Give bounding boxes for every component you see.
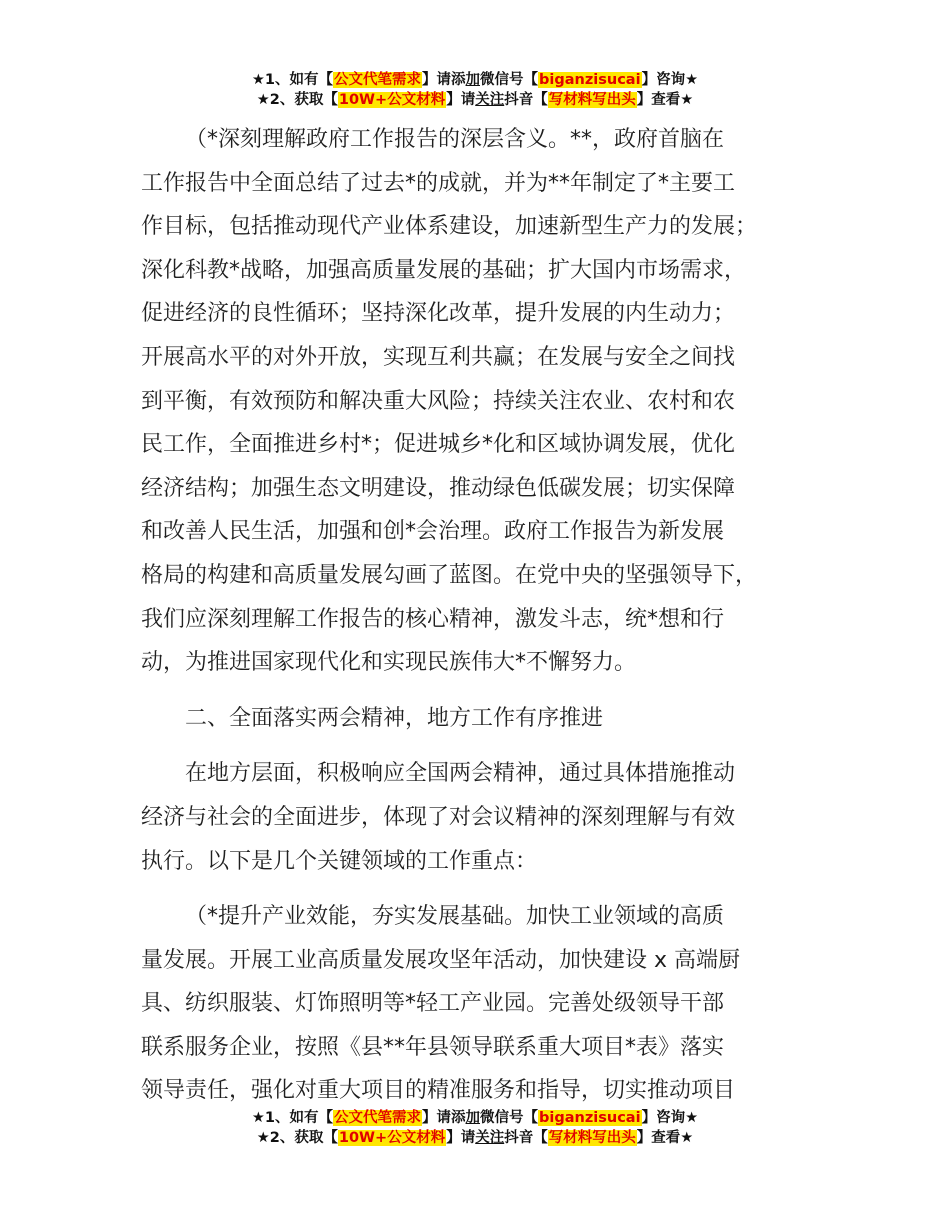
text-line: 联系服务企业，按照《县**年县领导联系重大项目*表》落实 bbox=[141, 1034, 725, 1060]
text-line: 在地方层面，积极响应全国两会精神，通过具体措施推动 bbox=[185, 761, 736, 787]
text-line: 执行。以下是几个关键领域的工作重点： bbox=[141, 848, 538, 874]
header-banner bbox=[0, 70, 950, 110]
header-banner-line-2 bbox=[0, 90, 950, 110]
section-heading-2 bbox=[141, 697, 821, 741]
text-line: 民工作，全面推进乡村*；促进城乡*化和区域协调发展，优化 bbox=[141, 432, 736, 458]
banner-highlight-wechat-id: biganzisucai bbox=[539, 1110, 641, 1126]
banner-highlight: 写材料写出头 bbox=[548, 1130, 636, 1146]
text-line: 深化科教*战略，加强高质量发展的基础；扩大国内市场需求， bbox=[141, 257, 747, 283]
footer-banner bbox=[0, 1108, 950, 1148]
text-line: 具、纺织服装、灯饰照明等*轻工产业园。完善处级领导干部 bbox=[141, 991, 725, 1017]
banner-underlined: 加 bbox=[465, 72, 481, 88]
banner-highlight: 公文代笔需求 bbox=[334, 72, 422, 88]
banner-text: ★1、如有【 bbox=[251, 1110, 334, 1126]
banner-underlined: 关注 bbox=[475, 1130, 505, 1146]
banner-text: 】咨询★ bbox=[641, 72, 699, 88]
text-line: 领导责任，强化对重大项目的精准服务和指导，切实推动项目 bbox=[141, 1078, 736, 1104]
banner-text: 微信号【 bbox=[480, 1110, 539, 1126]
banner-text: 抖音【 bbox=[504, 92, 548, 108]
paragraph-3 bbox=[141, 895, 821, 1113]
banner-highlight: 公文代笔需求 bbox=[334, 1110, 422, 1126]
banner-text: 】请 bbox=[446, 92, 476, 108]
banner-text: 】请 bbox=[446, 1130, 476, 1146]
text-line: 促进经济的良性循环；坚持深化改革，提升发展的内生动力； bbox=[141, 301, 736, 327]
banner-text: ★1、如有【 bbox=[251, 72, 334, 88]
banner-highlight: 写材料写出头 bbox=[548, 92, 636, 108]
text-line: 我们应深刻理解工作报告的核心精神，激发斗志，统*想和行 bbox=[141, 606, 725, 632]
banner-underlined: 加 bbox=[465, 1110, 481, 1126]
text-line: 量发展。开展工业高质量发展攻坚年活动，加快建设 x 高端厨 bbox=[141, 947, 741, 973]
heading-text: 二、全面落实两会精神，地方工作有序推进 bbox=[185, 705, 604, 731]
banner-text: 】查看★ bbox=[636, 92, 694, 108]
header-banner-line-1 bbox=[0, 70, 950, 90]
text-line: 和改善人民生活，加强和创*会治理。政府工作报告为新发展 bbox=[141, 519, 725, 545]
text-line: 到平衡，有效预防和解决重大风险；持续关注农业、农村和农 bbox=[141, 388, 736, 414]
banner-highlight: 10W+公文材料 bbox=[338, 1130, 446, 1146]
footer-banner-line-1 bbox=[0, 1108, 950, 1128]
banner-text: 】请添 bbox=[422, 72, 466, 88]
text-line: 格局的构建和高质量发展勾画了蓝图。在党中央的坚强领导下， bbox=[141, 562, 758, 588]
paragraph-2 bbox=[141, 752, 821, 883]
banner-text: 抖音【 bbox=[504, 1130, 548, 1146]
banner-text: ★2、获取【 bbox=[256, 1130, 338, 1146]
banner-text: 】请添 bbox=[422, 1110, 466, 1126]
text-line: （*提升产业效能，夯实发展基础。加快工业领域的高质 bbox=[185, 904, 725, 930]
text-line: 作目标，包括推动现代产业体系建设，加速新型生产力的发展； bbox=[141, 214, 758, 240]
banner-text: 】咨询★ bbox=[641, 1110, 699, 1126]
footer-banner-line-2 bbox=[0, 1128, 950, 1148]
text-line: 经济结构；加强生态文明建设，推动绿色低碳发展；切实保障 bbox=[141, 475, 736, 501]
banner-highlight-wechat-id: biganzisucai bbox=[539, 72, 641, 88]
document-body bbox=[141, 118, 821, 1113]
banner-text: 微信号【 bbox=[480, 72, 539, 88]
banner-text: ★2、获取【 bbox=[256, 92, 338, 108]
text-line: 经济与社会的全面进步，体现了对会议精神的深刻理解与有效 bbox=[141, 804, 736, 830]
paragraph-1 bbox=[141, 118, 821, 685]
banner-underlined: 关注 bbox=[475, 92, 505, 108]
banner-text: 】查看★ bbox=[636, 1130, 694, 1146]
banner-highlight: 10W+公文材料 bbox=[338, 92, 446, 108]
text-line: 工作报告中全面总结了过去*的成就，并为**年制定了*主要工 bbox=[141, 170, 736, 196]
text-line: 动，为推进国家现代化和实现民族伟大*不懈努力。 bbox=[141, 650, 637, 676]
text-line: （*深刻理解政府工作报告的深层含义。**，政府首脑在 bbox=[185, 127, 725, 152]
text-line: 开展高水平的对外开放，实现互利共赢；在发展与安全之间找 bbox=[141, 344, 736, 370]
